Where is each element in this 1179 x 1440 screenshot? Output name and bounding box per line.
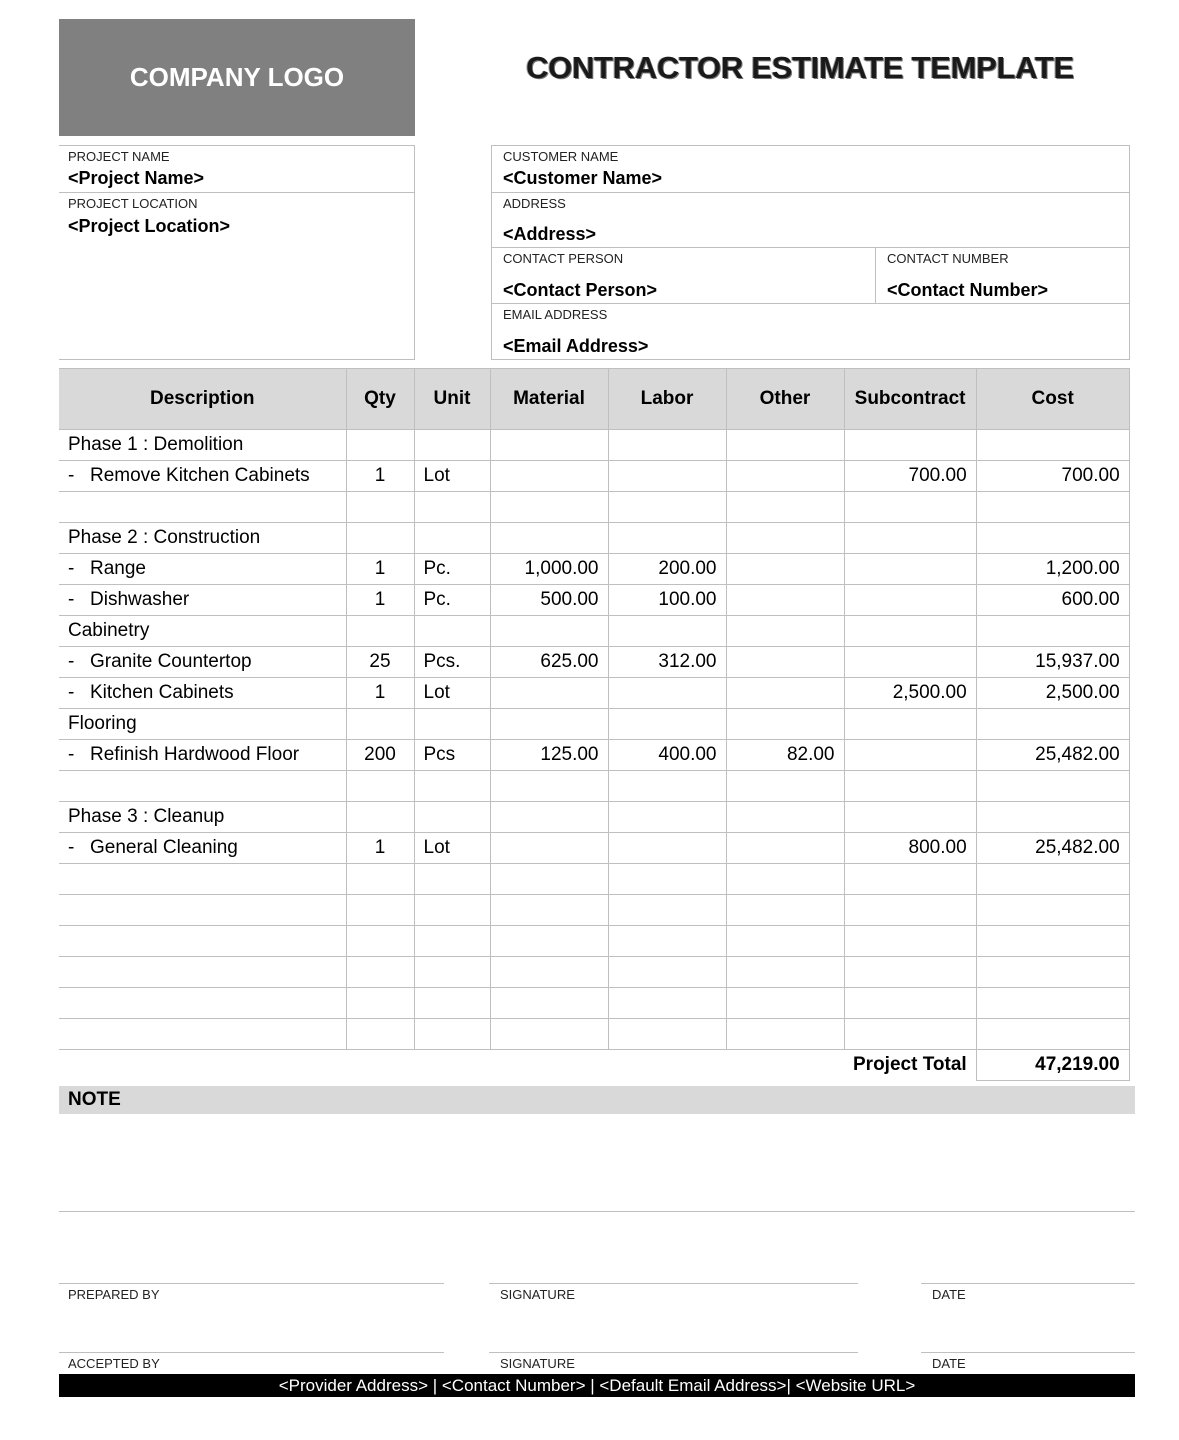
cell-labor[interactable] — [608, 678, 726, 709]
table-row — [59, 678, 1129, 709]
table-row — [59, 430, 1129, 461]
column-header-other: Other — [726, 369, 844, 430]
cell-qty[interactable]: 1 — [346, 833, 414, 864]
cell-description[interactable] — [59, 895, 346, 926]
cell-other[interactable] — [726, 616, 844, 647]
cell-material[interactable] — [490, 461, 608, 492]
cell-unit[interactable] — [414, 864, 490, 895]
cell-unit[interactable]: Pcs. — [414, 647, 490, 678]
cell-subcontract[interactable] — [844, 647, 976, 678]
cell-qty[interactable] — [346, 523, 414, 554]
project-total-label: Project Total — [844, 1050, 976, 1081]
cell-labor[interactable]: 100.00 — [608, 585, 726, 616]
table-row — [59, 647, 1129, 678]
cell-subcontract[interactable] — [844, 957, 976, 988]
cell-cost[interactable] — [976, 523, 1129, 554]
cell-description[interactable] — [59, 585, 346, 616]
cell-qty[interactable]: 1 — [346, 585, 414, 616]
cell-subcontract[interactable] — [844, 926, 976, 957]
address-label: ADDRESS — [503, 196, 566, 211]
cell-unit[interactable] — [414, 616, 490, 647]
cell-labor[interactable] — [608, 616, 726, 647]
column-header-description: Description — [59, 369, 346, 430]
note-area[interactable] — [59, 1114, 1135, 1211]
company-logo — [59, 19, 415, 136]
cell-other[interactable] — [726, 771, 844, 802]
cell-cost[interactable] — [976, 430, 1129, 461]
cell-description[interactable] — [59, 771, 346, 802]
cell-material[interactable] — [490, 616, 608, 647]
cell-description[interactable] — [59, 740, 346, 771]
cell-labor[interactable] — [608, 492, 726, 523]
customer-name-label: CUSTOMER NAME — [503, 149, 619, 164]
cell-unit[interactable]: Pc. — [414, 554, 490, 585]
description-text: General Cleaning — [90, 837, 238, 858]
table-header-row — [59, 369, 1129, 430]
cell-cost[interactable] — [976, 802, 1129, 833]
note-header: NOTE — [59, 1086, 1135, 1114]
page-title: CONTRACTOR ESTIMATE TEMPLATE — [526, 50, 1074, 85]
cell-other[interactable] — [726, 926, 844, 957]
cell-cost[interactable] — [976, 1019, 1129, 1050]
cell-labor[interactable] — [608, 864, 726, 895]
cell-cost[interactable] — [976, 864, 1129, 895]
project-location-field[interactable]: <Project Location> — [68, 216, 231, 236]
item-dash: - — [68, 651, 75, 672]
cell-description[interactable] — [59, 430, 346, 461]
cell-material[interactable] — [490, 988, 608, 1019]
cell-unit[interactable]: Pc. — [414, 585, 490, 616]
cell-qty[interactable] — [346, 1019, 414, 1050]
item-dash: - — [68, 682, 75, 703]
cell-description[interactable] — [59, 988, 346, 1019]
cell-unit[interactable]: Lot — [414, 678, 490, 709]
cell-subcontract[interactable] — [844, 988, 976, 1019]
contact-number-field[interactable]: <Contact Number> — [887, 280, 1049, 300]
cell-unit[interactable] — [414, 895, 490, 926]
cell-unit[interactable]: Pcs — [414, 740, 490, 771]
cell-other[interactable] — [726, 585, 844, 616]
table-row — [59, 709, 1129, 740]
table-row — [59, 616, 1129, 647]
cell-cost[interactable] — [976, 895, 1129, 926]
divider — [875, 247, 876, 303]
cell-qty[interactable]: 25 — [346, 647, 414, 678]
cell-other[interactable] — [726, 895, 844, 926]
cell-other[interactable] — [726, 554, 844, 585]
divider — [491, 247, 1130, 248]
cell-description[interactable] — [59, 647, 346, 678]
description-text: Flooring — [68, 713, 137, 734]
cell-other[interactable] — [726, 461, 844, 492]
cell-subcontract[interactable] — [844, 895, 976, 926]
description-text: Cabinetry — [68, 620, 150, 641]
contact-number-label: CONTACT NUMBER — [887, 251, 1009, 266]
cell-unit[interactable] — [414, 492, 490, 523]
cell-unit[interactable] — [414, 926, 490, 957]
cell-description[interactable] — [59, 554, 346, 585]
cell-unit[interactable] — [414, 1019, 490, 1050]
cell-qty[interactable]: 1 — [346, 554, 414, 585]
cell-unit[interactable]: Lot — [414, 833, 490, 864]
cell-material[interactable] — [490, 957, 608, 988]
cell-labor[interactable] — [608, 833, 726, 864]
table-row — [59, 926, 1129, 957]
date-label: DATE — [932, 1356, 966, 1371]
cell-description[interactable] — [59, 709, 346, 740]
cell-subcontract[interactable] — [844, 802, 976, 833]
cell-qty[interactable]: 200 — [346, 740, 414, 771]
item-dash: - — [68, 589, 75, 610]
cell-material[interactable]: 500.00 — [490, 585, 608, 616]
cell-material[interactable] — [490, 678, 608, 709]
date-line[interactable] — [921, 1283, 1135, 1284]
description-text: Refinish Hardwood Floor — [90, 744, 300, 765]
cell-material[interactable]: 125.00 — [490, 740, 608, 771]
cell-cost[interactable] — [976, 616, 1129, 647]
cell-subcontract[interactable] — [844, 430, 976, 461]
column-header-qty: Qty — [346, 369, 414, 430]
divider — [491, 192, 1130, 193]
contact-person-field[interactable]: <Contact Person> — [503, 280, 658, 300]
cell-material[interactable] — [490, 864, 608, 895]
cell-other[interactable] — [726, 647, 844, 678]
address-field[interactable]: <Address> — [503, 224, 597, 244]
cell-other[interactable] — [726, 864, 844, 895]
cell-unit[interactable] — [414, 802, 490, 833]
cell-unit[interactable] — [414, 988, 490, 1019]
cell-qty[interactable] — [346, 988, 414, 1019]
cell-material[interactable] — [490, 802, 608, 833]
cell-labor[interactable]: 200.00 — [608, 554, 726, 585]
cell-material[interactable] — [490, 771, 608, 802]
cell-material[interactable] — [490, 895, 608, 926]
item-dash: - — [68, 465, 75, 486]
cell-other[interactable] — [726, 802, 844, 833]
cell-description[interactable] — [59, 957, 346, 988]
cell-subcontract[interactable] — [844, 585, 976, 616]
description-text: Kitchen Cabinets — [90, 682, 234, 703]
contact-person-label: CONTACT PERSON — [503, 251, 624, 266]
item-dash: - — [68, 558, 75, 579]
cell-cost[interactable] — [976, 988, 1129, 1019]
cell-material[interactable] — [490, 523, 608, 554]
cell-cost[interactable] — [976, 771, 1129, 802]
cell-unit[interactable]: Lot — [414, 461, 490, 492]
cell-other[interactable] — [726, 492, 844, 523]
divider — [59, 192, 415, 193]
cell-labor[interactable]: 312.00 — [608, 647, 726, 678]
cell-labor[interactable]: 400.00 — [608, 740, 726, 771]
description-text: Phase 1 : Demolition — [68, 434, 244, 455]
cell-qty[interactable] — [346, 430, 414, 461]
cell-cost[interactable]: 2,500.00 — [976, 678, 1129, 709]
cell-labor[interactable] — [608, 461, 726, 492]
cell-cost[interactable]: 25,482.00 — [976, 740, 1129, 771]
footer-contact-bar: <Provider Address> | <Contact Number> | <Default Email Address>| <Website URL> — [59, 1374, 1135, 1397]
cell-qty[interactable] — [346, 864, 414, 895]
column-header-material: Material — [490, 369, 608, 430]
cell-description[interactable] — [59, 678, 346, 709]
email-field[interactable]: <Email Address> — [503, 336, 649, 356]
cell-labor[interactable] — [608, 988, 726, 1019]
cell-cost[interactable] — [976, 492, 1129, 523]
cell-subcontract[interactable] — [844, 740, 976, 771]
cell-material[interactable] — [490, 430, 608, 461]
cell-material[interactable] — [490, 833, 608, 864]
divider — [491, 303, 1130, 304]
description-text: Range — [90, 558, 146, 579]
date-label: DATE — [932, 1287, 966, 1302]
item-dash: - — [68, 744, 75, 765]
email-label: EMAIL ADDRESS — [503, 307, 608, 322]
signature-line[interactable] — [489, 1352, 858, 1353]
cell-cost[interactable] — [976, 957, 1129, 988]
table-row — [59, 895, 1129, 926]
cell-cost[interactable]: 15,937.00 — [976, 647, 1129, 678]
cell-qty[interactable] — [346, 957, 414, 988]
accepted-by-label: ACCEPTED BY — [68, 1356, 160, 1371]
cell-cost[interactable]: 600.00 — [976, 585, 1129, 616]
item-dash: - — [68, 837, 75, 858]
table-row — [59, 523, 1129, 554]
table-row — [59, 864, 1129, 895]
cell-other[interactable] — [726, 430, 844, 461]
column-header-unit: Unit — [414, 369, 490, 430]
cell-unit[interactable] — [414, 771, 490, 802]
cell-subcontract[interactable] — [844, 864, 976, 895]
cell-unit[interactable] — [414, 523, 490, 554]
description-text: Dishwasher — [90, 589, 190, 610]
description-text: Phase 3 : Cleanup — [68, 806, 225, 827]
cell-other[interactable] — [726, 1019, 844, 1050]
cell-subcontract[interactable] — [844, 709, 976, 740]
cell-description[interactable] — [59, 864, 346, 895]
cell-material[interactable] — [490, 1019, 608, 1050]
cell-material[interactable]: 625.00 — [490, 647, 608, 678]
cell-labor[interactable] — [608, 709, 726, 740]
cell-labor[interactable] — [608, 802, 726, 833]
cell-other[interactable] — [726, 709, 844, 740]
date-line[interactable] — [921, 1352, 1135, 1353]
company-logo-text: COMPANY LOGO — [129, 62, 345, 92]
table-row — [59, 1019, 1129, 1050]
cell-material[interactable] — [490, 926, 608, 957]
cell-material[interactable] — [490, 709, 608, 740]
accepted-by-line[interactable] — [59, 1352, 444, 1353]
cell-labor[interactable] — [608, 1019, 726, 1050]
cell-qty[interactable] — [346, 616, 414, 647]
description-text: Granite Countertop — [90, 651, 252, 672]
cell-labor[interactable] — [608, 771, 726, 802]
cell-description[interactable] — [59, 616, 346, 647]
cell-unit[interactable] — [414, 957, 490, 988]
cell-other[interactable]: 82.00 — [726, 740, 844, 771]
cell-qty[interactable]: 1 — [346, 678, 414, 709]
cell-subcontract[interactable] — [844, 1019, 976, 1050]
cell-subcontract[interactable] — [844, 771, 976, 802]
cell-labor[interactable] — [608, 957, 726, 988]
column-header-cost: Cost — [976, 369, 1129, 430]
cell-description[interactable] — [59, 926, 346, 957]
project-name-field[interactable]: <Project Name> — [68, 168, 205, 188]
cell-cost[interactable]: 700.00 — [976, 461, 1129, 492]
cell-other[interactable] — [726, 523, 844, 554]
cell-labor[interactable] — [608, 926, 726, 957]
cell-subcontract[interactable]: 700.00 — [844, 461, 976, 492]
cell-material[interactable] — [490, 492, 608, 523]
cell-subcontract[interactable] — [844, 554, 976, 585]
cell-other[interactable] — [726, 988, 844, 1019]
cell-other[interactable] — [726, 678, 844, 709]
project-total-row — [59, 1050, 1129, 1081]
cell-description[interactable] — [59, 492, 346, 523]
cell-subcontract[interactable]: 800.00 — [844, 833, 976, 864]
cell-description[interactable] — [59, 833, 346, 864]
cell-subcontract[interactable] — [844, 616, 976, 647]
table-row — [59, 988, 1129, 1019]
customer-name-field[interactable]: <Customer Name> — [503, 168, 663, 188]
cell-unit[interactable] — [414, 430, 490, 461]
divider — [59, 1211, 1135, 1212]
column-header-subcontract: Subcontract — [844, 369, 976, 430]
table-row — [59, 740, 1129, 771]
cell-qty[interactable] — [346, 895, 414, 926]
table-row — [59, 833, 1129, 864]
table-row — [59, 492, 1129, 523]
cell-labor[interactable] — [608, 430, 726, 461]
table-row — [59, 771, 1129, 802]
description-text: Phase 2 : Construction — [68, 527, 261, 548]
project-name-label: PROJECT NAME — [68, 149, 170, 164]
cell-cost[interactable] — [976, 709, 1129, 740]
cell-labor[interactable] — [608, 523, 726, 554]
cell-material[interactable]: 1,000.00 — [490, 554, 608, 585]
table-row — [59, 585, 1129, 616]
table-row — [59, 957, 1129, 988]
cell-qty[interactable] — [346, 709, 414, 740]
cell-description[interactable] — [59, 1019, 346, 1050]
cell-qty[interactable] — [346, 492, 414, 523]
cell-qty[interactable]: 1 — [346, 461, 414, 492]
signature-label: SIGNATURE — [500, 1287, 575, 1302]
table-row — [59, 461, 1129, 492]
table-row — [59, 554, 1129, 585]
cell-description[interactable] — [59, 461, 346, 492]
description-text: Remove Kitchen Cabinets — [90, 465, 310, 486]
cell-unit[interactable] — [414, 709, 490, 740]
prepared-by-line[interactable] — [59, 1283, 444, 1284]
cell-cost[interactable] — [976, 926, 1129, 957]
signature-label: SIGNATURE — [500, 1356, 575, 1371]
cell-description[interactable] — [59, 802, 346, 833]
cell-qty[interactable] — [346, 802, 414, 833]
cell-other[interactable] — [726, 957, 844, 988]
cell-other[interactable] — [726, 833, 844, 864]
prepared-by-label: PREPARED BY — [68, 1287, 160, 1302]
cell-qty[interactable] — [346, 926, 414, 957]
cell-cost[interactable]: 1,200.00 — [976, 554, 1129, 585]
table-row — [59, 802, 1129, 833]
cell-cost[interactable]: 25,482.00 — [976, 833, 1129, 864]
project-location-label: PROJECT LOCATION — [68, 196, 198, 211]
cell-subcontract[interactable] — [844, 523, 976, 554]
cell-labor[interactable] — [608, 895, 726, 926]
project-total-value: 47,219.00 — [976, 1050, 1129, 1081]
cell-subcontract[interactable] — [844, 492, 976, 523]
total-spacer — [59, 1050, 844, 1081]
signature-line[interactable] — [489, 1283, 858, 1284]
estimate-table — [59, 368, 1130, 1081]
cell-subcontract[interactable]: 2,500.00 — [844, 678, 976, 709]
cell-description[interactable] — [59, 523, 346, 554]
column-header-labor: Labor — [608, 369, 726, 430]
cell-qty[interactable] — [346, 771, 414, 802]
